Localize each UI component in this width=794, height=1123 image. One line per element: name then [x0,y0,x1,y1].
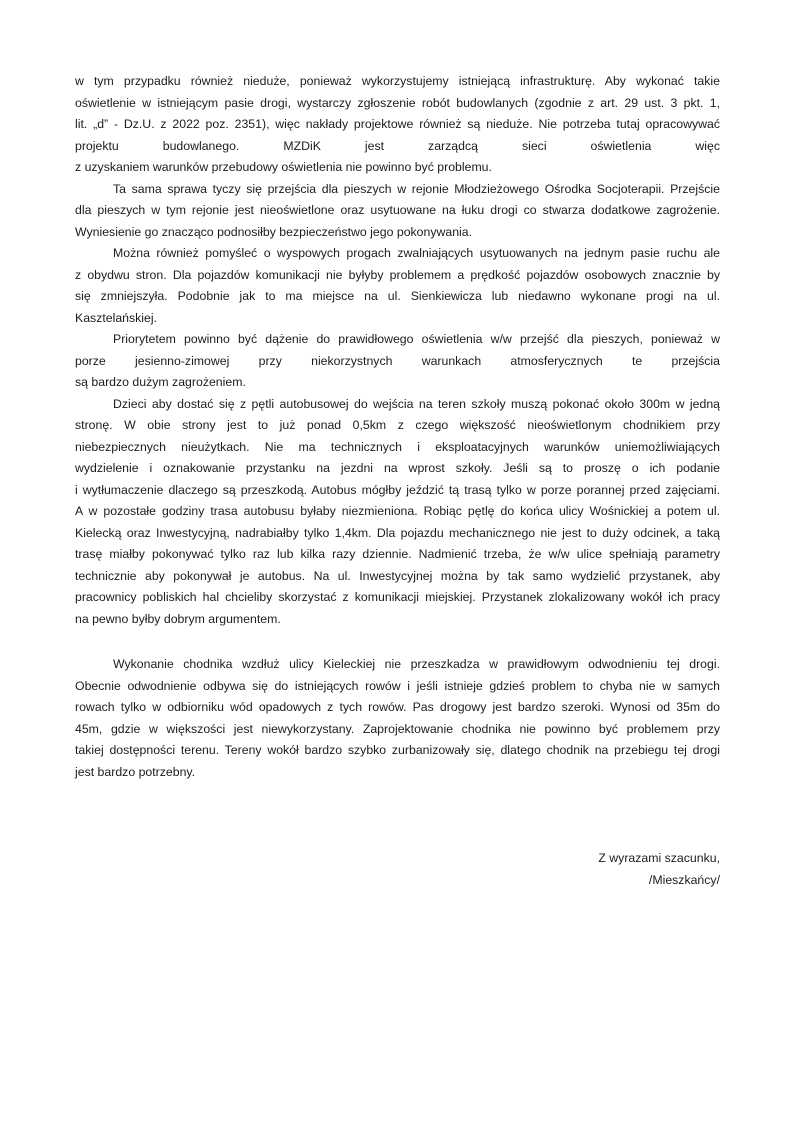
paragraph [75,329,720,394]
text-line: Priorytetem powinno być dążenie do prawidłowego oświetlenia w/w przejść dla pieszych, ponieważ w [113,332,720,346]
text-line: dla pieszych w tym rejonie jest nieoświetlone oraz usytuowane na łuku drogi co stwarza dodatkowe zagrożenie. [75,203,720,217]
text-line: lit. „d” - Dz.U. z 2022 poz. 2351), więc nakłady projektowe również są nieduże. Nie potrzeba tutaj opracowywać [75,117,720,131]
text-line: i wytłumaczenie dlaczego są przeszkodą. Autobus mógłby jeździć tą trasą tylko w porze porannej przed zajęciami. [75,482,720,497]
text-line: Wykonanie chodnika wzdłuż ulicy Kieleckiej nie przeszkadza w prawidłowym odwodnieniu tej drogi. [113,657,720,671]
text-line: Kasztelańskiej. [75,310,158,325]
paragraph [75,394,720,631]
text-line: A w pozostałe godziny trasa autobusu byłaby niezmieniona. Robiąc pętlę do końca ulicy Wośnickiej a potem ul. [75,504,720,518]
text-line: Kielecką oraz Inwestycyjną, nadrabiałby tylko 1,4km. Dla pojazdu mechanicznego nie jest to duży odcinek, a taką [75,525,720,540]
paragraph [75,654,720,783]
text-line: Obecnie odwodnienie odbywa się do istniejących rowów i jeśli istnieje gdzieś problem to chyba nie w samych [75,678,720,693]
text-line: takiej dostępności terenu. Tereny wokół bardzo szybko zurbanizowały się, dlatego chodnik na przebiegu tej drogi [75,743,720,757]
paragraph [75,243,720,329]
text-line: się zmniejszyła. Podobnie jak to ma miejsce na ul. Sienkiewicza lub niedawno wykonane progi na ul. [75,289,720,303]
text-line: porze jesienno-zimowej przy niekorzystnych warunkach atmosferycznych te przejścia [75,353,720,368]
text-line: z obydwu stron. Dla pojazdów komunikacji nie byłyby problemem a prędkość pojazdów osobowych znacznie by [75,267,720,282]
text-line: na pewno byłby dobrym argumentem. [75,611,281,626]
text-line: jest bardzo potrzebny. [75,764,196,779]
text-line: stronę. W obie strony jest to już ponad 0,5km z czego większość nieoświetlonym chodnikiem przy [75,418,720,432]
text-line: oświetlenie w istniejącym pasie drogi, wystarczy zgłoszenie robót budowlanych (zgodnie z art. 29 ust. 3 pkt. 1, [75,95,720,110]
text-line: 45m, gdzie w większości jest niewykorzystany. Zaprojektowanie chodnika nie powinno być problemem przy [75,721,720,736]
closing-signoff: Z wyrazami szacunku, [598,851,720,865]
text-line: Ta sama sprawa tyczy się przejścia dla pieszych w rejonie Młodzieżowego Ośrodka Socjoterapii. Przejście [113,181,720,196]
text-line: z uzyskaniem warunków przebudowy oświetlenia nie powinno być problemu. [75,160,492,174]
paragraph [75,179,720,244]
text-line: Dzieci aby dostać się z pętli autobusowej do wejścia na teren szkoły muszą pokonać około 300m w jedną [113,396,720,411]
closing-signature: /Mieszkańcy/ [648,873,720,887]
text-line: w tym przypadku również nieduże, ponieważ wykorzystujemy istniejącą infrastrukturę. Aby wykonać takie [75,74,720,88]
text-line: wydzielenie i oznakowanie przystanku na jezdni na wprost szkoły. Jeśli są to proszę o ich podanie [75,461,720,475]
text-line: Można również pomyśleć o wyspowych progach zwalniających usytuowanych na jednym pasie ruchu ale [113,246,720,260]
text-line: Wyniesienie go znacząco podnosiłby bezpieczeństwo jego pokonywania. [75,224,473,239]
letter-body [75,71,720,891]
paragraph [75,71,720,179]
text-line: rowach tylko w odbiorniku wód opadowych z tych rowów. Pas drogowy jest bardzo szeroki. Wynosi od 35m do [75,700,720,714]
text-line: są bardzo dużym zagrożeniem. [75,375,246,389]
text-line: niebezpiecznych nieużytkach. Nie ma technicznych i eksploatacyjnych warunków uniemożliwiających [75,439,720,454]
text-line: trasę miałby pokonywać tylko raz lub kilka razy dziennie. Nadmienić trzeba, że w/w ulice spełniają parametry [75,547,720,561]
text-line: pracownicy pobliskich hal chcieliby skorzystać z komunikacji miejskiej. Przystanek zlokalizowany wokół ich pracy [75,590,720,604]
text-line: projektu budowlanego. MZDiK jest zarządcą sieci oświetlenia więc [75,138,720,153]
closing-block [75,847,720,891]
text-line: technicznie aby pokonywał je autobus. Na ul. Inwestycyjnej można by tak samo wydzielić przystanek, aby [75,568,720,583]
